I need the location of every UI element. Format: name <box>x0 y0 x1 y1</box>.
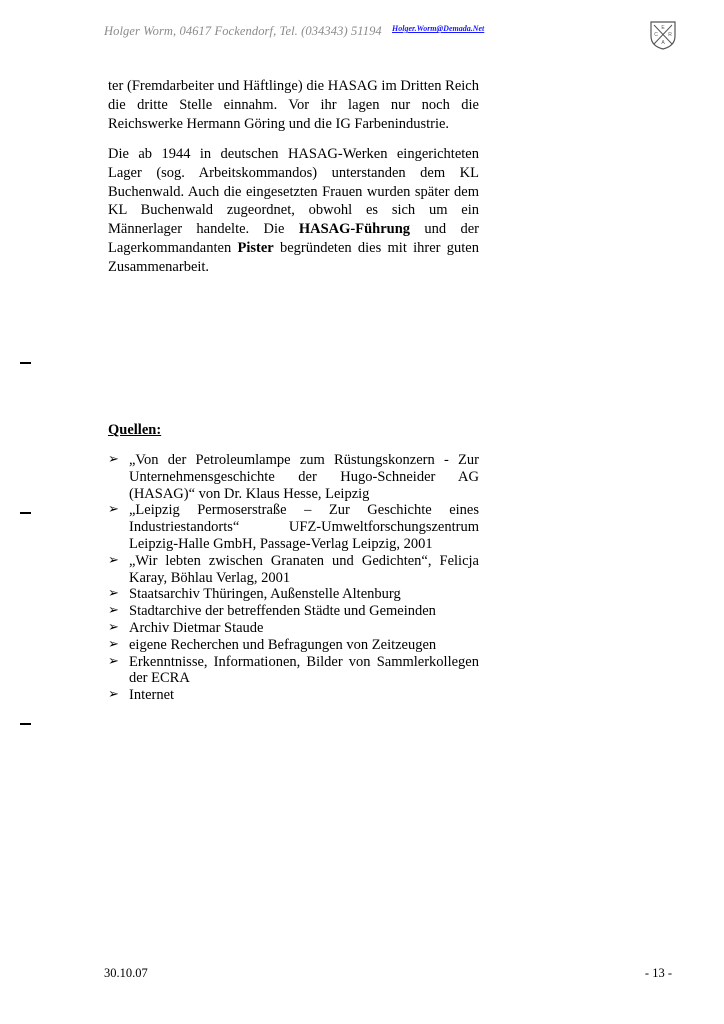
arrow-bullet-icon: ➢ <box>108 452 119 467</box>
source-text: eigene Recherchen und Befragungen von Zeitzeugen <box>129 636 437 653</box>
source-item <box>108 553 479 587</box>
source-text: Internet <box>129 687 175 704</box>
header-author-line: Holger Worm, 04617 Fockendorf, Tel. (034343) 51194 <box>104 24 382 38</box>
sources-list <box>108 452 479 704</box>
arrow-bullet-icon: ➢ <box>108 687 119 703</box>
source-text: Staatsarchiv Thüringen, Außenstelle Altenburg <box>129 586 401 603</box>
footer-date: 30.10.07 <box>104 966 148 980</box>
punch-mark <box>20 362 31 364</box>
punch-mark <box>20 723 31 725</box>
sources-heading: Quellen: <box>108 422 162 438</box>
bold-term-hasag-fuehrung: HASAG-Führung <box>298 221 411 238</box>
ecra-emblem-icon <box>649 20 677 50</box>
arrow-bullet-icon: ➢ <box>108 603 119 619</box>
arrow-bullet-icon: ➢ <box>108 552 119 568</box>
source-item <box>108 620 479 637</box>
svg-text:R: R <box>668 32 672 38</box>
body-paragraph-2 <box>108 145 479 277</box>
source-item <box>108 654 479 688</box>
source-text: Archiv Dietmar Staude <box>129 619 264 636</box>
arrow-bullet-icon: ➢ <box>108 586 119 602</box>
footer-page-number: - 13 - <box>644 966 672 980</box>
source-text: „Wir lebten zwischen Granaten und Gedichten“, Felicja Karay, Böhlau Verlag, 2001 <box>129 552 479 586</box>
paragraph-text: begründeten dies mit ihrer guten Zusammenarbeit. <box>108 239 479 275</box>
source-text: „Leipzig Permoserstraße – Zur Geschichte eines Industriestandorts“ UFZ-Umweltforschungszentrum Leipzig-Halle GmbH, Passage-Verlag Leipzig, 2001 <box>129 502 479 552</box>
arrow-bullet-icon: ➢ <box>108 636 119 652</box>
svg-text:A: A <box>661 40 665 46</box>
source-item <box>108 603 479 620</box>
arrow-bullet-icon: ➢ <box>108 502 119 518</box>
arrow-bullet-icon: ➢ <box>108 653 119 669</box>
svg-text:C: C <box>654 32 658 38</box>
source-item <box>108 687 479 704</box>
source-text: Stadtarchive der betreffenden Städte und Gemeinden <box>129 603 436 620</box>
source-item <box>108 586 479 603</box>
punch-mark <box>20 512 31 514</box>
source-text: Erkenntnisse, Informationen, Bilder von Sammlerkollegen der ECRA <box>129 653 479 687</box>
source-item <box>108 502 479 552</box>
arrow-bullet-icon: ➢ <box>108 619 119 635</box>
header-email-link[interactable]: Holger.Worm@Demada.Net <box>392 24 485 33</box>
source-item <box>108 637 479 654</box>
body-paragraph-1: ter (Fremdarbeiter und Häftlinge) die HASAG im Dritten Reich die dritte Stelle einnahm. Vor ihr lagen nur noch die Reichswerke Hermann Göring und die IG Farbenindustrie. <box>108 78 479 132</box>
paragraph-text: und der Lagerkommandanten <box>108 221 480 256</box>
source-item <box>108 452 479 502</box>
svg-text:E: E <box>661 25 665 31</box>
paragraph-text: Die ab 1944 in deutschen HASAG-Werken eingerichteten Lager (sog. Arbeitskommandos) unterstanden dem KL Buchenwald. Auch die eingesetzten Frauen wurden später dem KL Buchenwald zugeordnet, obwohl es sich um ein Männerlager handelte. Die <box>108 146 479 238</box>
bold-term-pister: Pister <box>237 239 274 256</box>
source-text: „Von der Petroleumlampe zum Rüstungskonzern - Zur Unternehmensgeschichte der Hugo-Schneider AG (HASAG)“ von Dr. Klaus Hesse, Leipzig <box>129 452 479 502</box>
